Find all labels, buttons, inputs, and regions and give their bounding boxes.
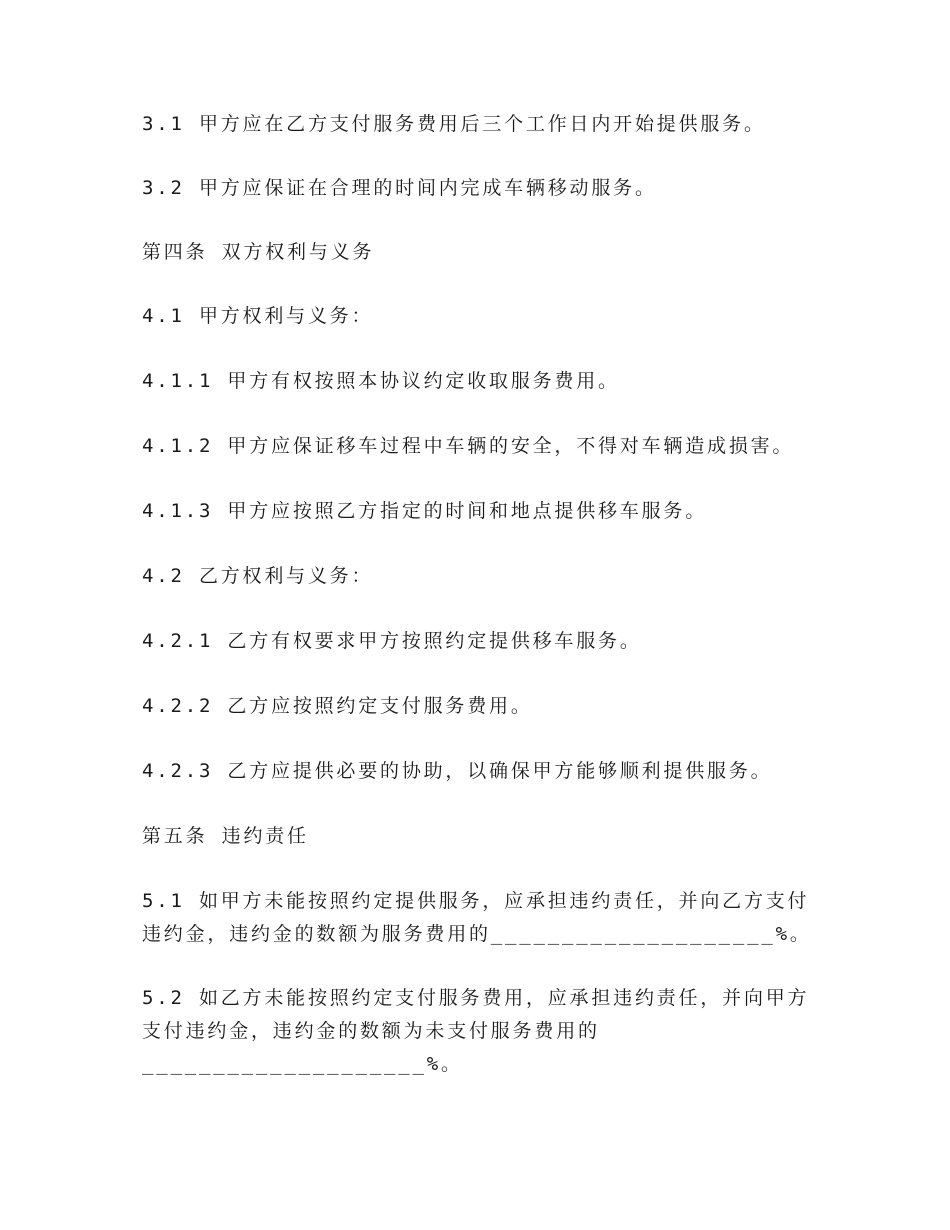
- clause-4-1-1: 4.1.1 甲方有权按照本协议约定收取服务费用。: [142, 370, 620, 392]
- clause-4-2: 4.2 乙方权利与义务：: [142, 565, 374, 587]
- clause-5-1-line-1: 5.1 如甲方未能按照约定提供服务，应承担违约责任，并向乙方支付: [142, 890, 810, 912]
- clause-4-1-2: 4.1.2 甲方应保证移车过程中车辆的安全，不得对车辆造成损害。: [142, 435, 795, 457]
- clause-5-2-line-2: 支付违约金，违约金的数额为未支付服务费用的: [142, 1020, 600, 1042]
- clause-5-2-line-1: 5.2 如乙方未能按照约定支付服务费用，应承担违约责任，并向甲方: [142, 987, 810, 1009]
- clause-4-1-3: 4.1.3 甲方应按照乙方指定的时间和地点提供移车服务。: [142, 500, 708, 522]
- clause-4-2-1: 4.2.1 乙方有权要求甲方按照约定提供移车服务。: [142, 630, 642, 652]
- article-5-heading: 第五条 违约责任: [142, 825, 309, 847]
- clause-4-1: 4.1 甲方权利与义务：: [142, 305, 374, 327]
- clause-3-2: 3.2 甲方应保证在合理的时间内完成车辆移动服务。: [142, 177, 657, 199]
- article-4-heading: 第四条 双方权利与义务: [142, 241, 375, 263]
- clause-4-2-3: 4.2.3 乙方应提供必要的协助，以确保甲方能够顺利提供服务。: [142, 760, 773, 782]
- clause-5-2-line-3: ____________________%。: [142, 1053, 463, 1075]
- clause-4-2-2: 4.2.2 乙方应按照约定支付服务费用。: [142, 695, 533, 717]
- clause-5-1-line-2: 违约金，违约金的数额为服务费用的____________________%。: [142, 923, 812, 945]
- clause-3-1: 3.1 甲方应在乙方支付服务费用后三个工作日内开始提供服务。: [142, 113, 766, 135]
